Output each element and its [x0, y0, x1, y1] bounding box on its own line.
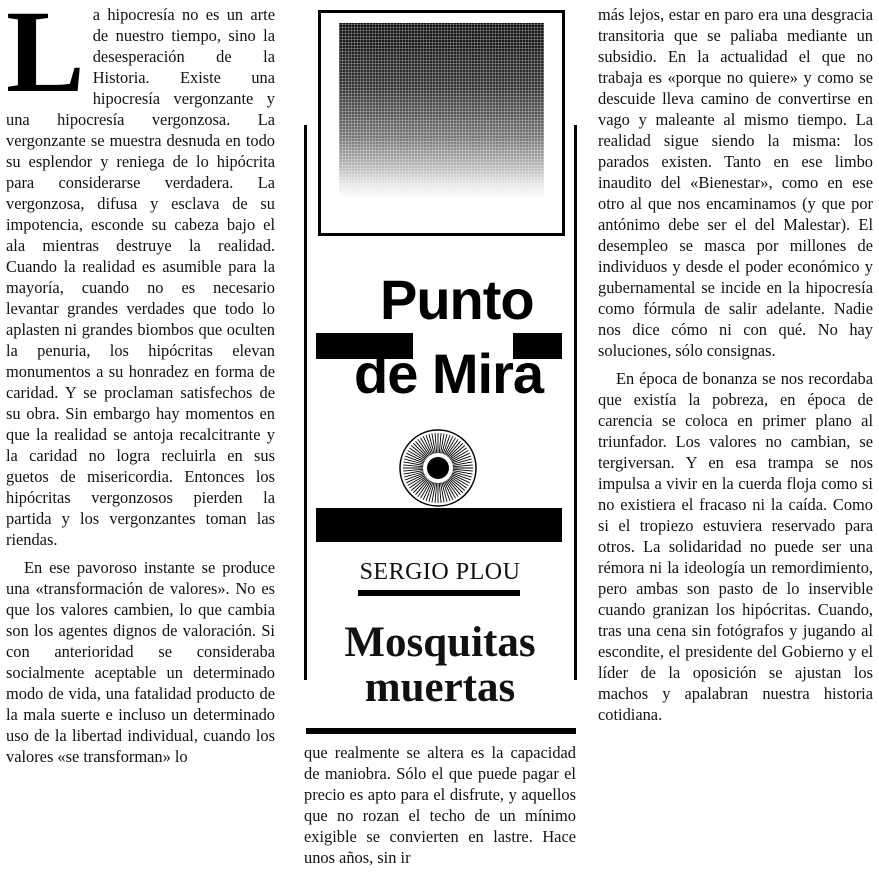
- sunburst-icon: [398, 428, 478, 508]
- paragraph-2: En época de bonanza se nos recordaba que existía la pobreza, en época de carencia se coloca en primer plano al triunfador. Los valores no cambian, se tergiversan. Y en esa trampa se nos impulsa a vivir en la cuerda floja como si no existiera el fracaso ni la caída. Como si el tropiezo estuviera reservado para otros. La solidaridad no puede ser una rémora ni la ideología un remordimiento, pero ambas son pasto de lo inservible cuando granizan los hipócritas. Cuando, tras una cena sin fotógrafos y jugando al escondite, el presidente del Gobierno y el líder de la oposición se ajustan los machos y apalabran nuestra historia cotidiana.: [598, 369, 873, 724]
- halftone-photo: [339, 23, 544, 199]
- paragraph-1: que realmente se altera es la capacidad de maniobra. Sólo el que puede pagar el precio es apto para el disfrute, y aquellos que no rozan el techo de un mínimo exigible se convierten en lastre. Hace unos años, sin ir: [304, 743, 576, 867]
- headline-rule: [306, 728, 576, 734]
- column-right: [598, 4, 873, 725]
- photo-frame: [318, 10, 565, 236]
- section-logo-line-1: Punto: [380, 268, 534, 331]
- frame-line-left: [304, 125, 307, 680]
- paragraph-1: La hipocresía no es un arte de nuestro tiempo, sino la desesperación de la Historia. Existe una hipocresía vergonzante y una hipocresía vergonzosa. La vergonzante se muestra desnuda en todo su esplendor y reniega de lo hipócrita para considerarse verdadera. La vergonzosa, difusa y esclava de su impotencia, esconde su cabeza bajo el ala mientras destruye la realidad. Cuando la realidad es asumible para la mayoría, cuando no es necesario levantar grandes verdades que todo lo aplasten ni grandes biombos que oculten la penuria, los hipócritas elevan monumentos a su honradez en forma de caridad. Y se proclaman satisfechos de su obra. Sin embargo hay momentos en que la realidad se antoja recalcitrante y la caridad no logra recluirla en sus guetos de misericordia. Entonces los hipócritas vergonzosos pierden la partida y los vergonzantes toman las riendas.: [6, 0, 275, 549]
- paragraph-2: En ese pavoroso instante se produce una «transformación de valores». No es que los valores cambien, lo que cambia son los agentes dignos de valoración. Si con anterioridad se consideraba socialmente aceptable un determinado modo de vida, una fatalidad producto de la mala suerte e incluso un determinado uso de la libertad individual, cuando los valores «se transforman» lo: [6, 558, 275, 766]
- column-middle: [304, 742, 576, 868]
- frame-line-right: [574, 125, 577, 680]
- column-left: [6, 0, 275, 767]
- headline-line-1: Mosquitas: [344, 619, 536, 666]
- headline-line-2: muertas: [364, 664, 516, 711]
- paragraph-1: más lejos, estar en paro era una desgracia transitoria que se paliaba mediante un subsidio. En la actualidad el que no trabaja es «porque no quiere» y como se descuide lleva camino de convertirse en vago y maleante al mismo tiempo. La realidad sigue siendo la misma: los parados existen. Tanto en ese limbo inaudito del «Bienestar», como en ese otro al que nos encaminamos (y que por antónimo debe ser el del Malestar). El desempleo se masca por millones de individuos y desde el poder económico y gubernamental se incide en la hipocresía como fórmula de salir adelante. Nadie nos dice cómo ni con qué. No hay soluciones, sólo consignas.: [598, 5, 873, 360]
- section-logo-line-2: de Mira: [354, 342, 544, 405]
- byline-rule: [358, 590, 520, 596]
- headline: [304, 620, 576, 710]
- drop-cap: L: [6, 0, 85, 117]
- black-bar: [316, 508, 562, 542]
- author-byline: SERGIO PLOU: [359, 559, 521, 585]
